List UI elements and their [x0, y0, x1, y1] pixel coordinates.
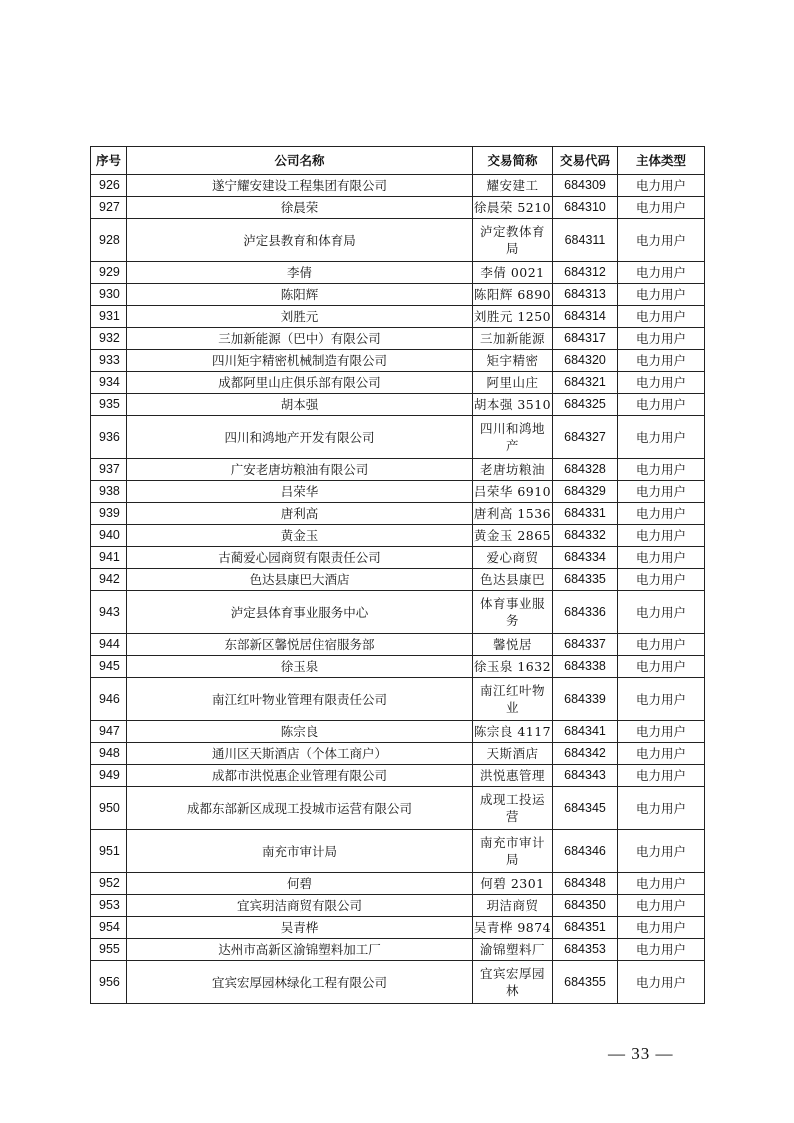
row-entity-type: 电力用户	[618, 306, 705, 328]
row-trade-code: 684343	[553, 765, 618, 787]
row-company-name: 通川区天斯酒店（个体工商户）	[127, 743, 473, 765]
row-entity-type: 电力用户	[618, 656, 705, 678]
row-trade-code: 684327	[553, 416, 618, 459]
row-trade-code: 684335	[553, 569, 618, 591]
row-trade-code: 684338	[553, 656, 618, 678]
row-company-name: 宜宾玥洁商贸有限公司	[127, 895, 473, 917]
row-trade-abbr	[473, 219, 553, 262]
row-entity-type: 电力用户	[618, 459, 705, 481]
row-trade-abbr: 玥洁商贸	[473, 895, 553, 917]
row-seq: 932	[91, 328, 127, 350]
table-row	[91, 787, 705, 830]
row-company-name: 达州市高新区渝锦塑料加工厂	[127, 939, 473, 961]
row-company-name: 陈阳辉	[127, 284, 473, 306]
row-trade-abbr: 阿里山庄	[473, 372, 553, 394]
row-entity-type: 电力用户	[618, 591, 705, 634]
table-row	[91, 328, 705, 350]
table-row	[91, 961, 705, 1004]
row-company-name: 徐玉泉	[127, 656, 473, 678]
row-trade-code: 684328	[553, 459, 618, 481]
table-body	[91, 175, 705, 1004]
row-trade-code: 684309	[553, 175, 618, 197]
row-trade-abbr	[473, 961, 553, 1004]
row-entity-type: 电力用户	[618, 721, 705, 743]
row-trade-abbr: 吴青桦 9874	[473, 917, 553, 939]
row-entity-type: 电力用户	[618, 219, 705, 262]
row-company-name: 南充市审计局	[127, 830, 473, 873]
row-trade-abbr	[473, 591, 553, 634]
row-seq: 943	[91, 591, 127, 634]
row-trade-abbr: 陈宗良 4117	[473, 721, 553, 743]
row-seq: 931	[91, 306, 127, 328]
row-company-name: 四川和鸿地产开发有限公司	[127, 416, 473, 459]
row-company-name: 徐晨荣	[127, 197, 473, 219]
row-company-name: 成都东部新区成现工投城市运营有限公司	[127, 787, 473, 830]
row-seq: 945	[91, 656, 127, 678]
table-row	[91, 350, 705, 372]
table-row	[91, 262, 705, 284]
row-trade-abbr	[473, 678, 553, 721]
row-entity-type: 电力用户	[618, 481, 705, 503]
row-entity-type: 电力用户	[618, 262, 705, 284]
row-trade-abbr-text: 宜宾宏厚园林	[479, 966, 545, 998]
table-row	[91, 678, 705, 721]
row-trade-code: 684321	[553, 372, 618, 394]
row-trade-abbr-text: 泸定教体育局	[479, 224, 545, 256]
row-company-name: 吴青桦	[127, 917, 473, 939]
row-entity-type: 电力用户	[618, 961, 705, 1004]
row-trade-abbr: 吕荣华 6910	[473, 481, 553, 503]
row-entity-type: 电力用户	[618, 873, 705, 895]
row-trade-abbr: 色达县康巴	[473, 569, 553, 591]
row-seq: 938	[91, 481, 127, 503]
row-seq: 941	[91, 547, 127, 569]
table-row	[91, 656, 705, 678]
row-trade-abbr	[473, 416, 553, 459]
row-seq: 926	[91, 175, 127, 197]
row-seq: 930	[91, 284, 127, 306]
table-row	[91, 416, 705, 459]
row-entity-type: 电力用户	[618, 787, 705, 830]
table-row	[91, 503, 705, 525]
row-trade-code: 684334	[553, 547, 618, 569]
row-company-name: 成都阿里山庄俱乐部有限公司	[127, 372, 473, 394]
row-company-name: 陈宗良	[127, 721, 473, 743]
row-entity-type: 电力用户	[618, 328, 705, 350]
row-seq: 942	[91, 569, 127, 591]
row-seq: 956	[91, 961, 127, 1004]
row-trade-abbr: 陈阳辉 6890	[473, 284, 553, 306]
table-row	[91, 372, 705, 394]
row-seq: 935	[91, 394, 127, 416]
row-trade-code: 684342	[553, 743, 618, 765]
row-company-name: 成都市洪悦惠企业管理有限公司	[127, 765, 473, 787]
row-company-name: 宜宾宏厚园林绿化工程有限公司	[127, 961, 473, 1004]
row-company-name: 黄金玉	[127, 525, 473, 547]
row-seq: 933	[91, 350, 127, 372]
row-trade-abbr	[473, 787, 553, 830]
row-entity-type: 电力用户	[618, 394, 705, 416]
row-entity-type: 电力用户	[618, 284, 705, 306]
company-table	[90, 146, 705, 1004]
row-seq: 944	[91, 634, 127, 656]
row-trade-code: 684313	[553, 284, 618, 306]
header-seq: 序号	[91, 147, 127, 175]
row-company-name: 李倩	[127, 262, 473, 284]
row-company-name: 广安老唐坊粮油有限公司	[127, 459, 473, 481]
row-trade-abbr: 三加新能源	[473, 328, 553, 350]
row-company-name: 色达县康巴大酒店	[127, 569, 473, 591]
table-row	[91, 284, 705, 306]
row-company-name: 古蔺爱心园商贸有限责任公司	[127, 547, 473, 569]
table-row	[91, 873, 705, 895]
row-trade-code: 684351	[553, 917, 618, 939]
row-trade-abbr	[473, 830, 553, 873]
row-trade-abbr-text: 南充市审计局	[479, 835, 545, 867]
row-company-name: 唐利高	[127, 503, 473, 525]
row-trade-abbr: 矩宇精密	[473, 350, 553, 372]
row-trade-abbr-text: 四川和鸿地产	[479, 421, 545, 453]
row-trade-abbr: 徐玉泉 1632	[473, 656, 553, 678]
row-seq: 940	[91, 525, 127, 547]
row-trade-code: 684311	[553, 219, 618, 262]
row-trade-code: 684317	[553, 328, 618, 350]
row-seq: 927	[91, 197, 127, 219]
row-trade-code: 684355	[553, 961, 618, 1004]
table-row	[91, 175, 705, 197]
row-entity-type: 电力用户	[618, 372, 705, 394]
row-trade-code: 684350	[553, 895, 618, 917]
row-company-name: 吕荣华	[127, 481, 473, 503]
row-trade-abbr: 何碧 2301	[473, 873, 553, 895]
row-company-name: 胡本强	[127, 394, 473, 416]
row-trade-abbr: 爱心商贸	[473, 547, 553, 569]
row-entity-type: 电力用户	[618, 678, 705, 721]
table-row	[91, 939, 705, 961]
header-trade-code: 交易代码	[553, 147, 618, 175]
row-trade-abbr: 馨悦居	[473, 634, 553, 656]
table-row	[91, 459, 705, 481]
row-trade-code: 684336	[553, 591, 618, 634]
table-row	[91, 895, 705, 917]
row-seq: 955	[91, 939, 127, 961]
row-entity-type: 电力用户	[618, 525, 705, 547]
header-entity-type: 主体类型	[618, 147, 705, 175]
row-entity-type: 电力用户	[618, 939, 705, 961]
header-company-name: 公司名称	[127, 147, 473, 175]
row-trade-code: 684325	[553, 394, 618, 416]
row-company-name: 四川矩宇精密机械制造有限公司	[127, 350, 473, 372]
row-trade-abbr: 黄金玉 2865	[473, 525, 553, 547]
table-row	[91, 569, 705, 591]
table-row	[91, 721, 705, 743]
row-seq: 928	[91, 219, 127, 262]
row-trade-abbr: 胡本强 3510	[473, 394, 553, 416]
row-trade-code: 684312	[553, 262, 618, 284]
table-row	[91, 634, 705, 656]
table-row	[91, 219, 705, 262]
row-trade-code: 684310	[553, 197, 618, 219]
row-trade-abbr: 刘胜元 1250	[473, 306, 553, 328]
table-row	[91, 197, 705, 219]
row-trade-abbr: 唐利高 1536	[473, 503, 553, 525]
row-seq: 929	[91, 262, 127, 284]
row-company-name: 遂宁耀安建设工程集团有限公司	[127, 175, 473, 197]
row-trade-code: 684353	[553, 939, 618, 961]
row-entity-type: 电力用户	[618, 197, 705, 219]
table-header-row	[91, 147, 705, 175]
row-entity-type: 电力用户	[618, 416, 705, 459]
row-trade-abbr: 李倩 0021	[473, 262, 553, 284]
row-seq: 934	[91, 372, 127, 394]
row-trade-abbr-text: 南江红叶物业	[479, 683, 545, 715]
row-trade-abbr: 洪悦惠管理	[473, 765, 553, 787]
table-row	[91, 830, 705, 873]
row-entity-type: 电力用户	[618, 350, 705, 372]
row-entity-type: 电力用户	[618, 743, 705, 765]
table-row	[91, 765, 705, 787]
header-trade-abbr: 交易简称	[473, 147, 553, 175]
row-trade-code: 684345	[553, 787, 618, 830]
row-seq: 948	[91, 743, 127, 765]
row-trade-abbr: 徐晨荣 5210	[473, 197, 553, 219]
row-trade-code: 684341	[553, 721, 618, 743]
table-row	[91, 481, 705, 503]
row-entity-type: 电力用户	[618, 503, 705, 525]
row-trade-abbr: 渝锦塑料厂	[473, 939, 553, 961]
table-row	[91, 591, 705, 634]
row-trade-code: 684348	[553, 873, 618, 895]
row-trade-code: 684314	[553, 306, 618, 328]
table-row	[91, 917, 705, 939]
row-company-name: 南江红叶物业管理有限责任公司	[127, 678, 473, 721]
table-row	[91, 525, 705, 547]
row-entity-type: 电力用户	[618, 175, 705, 197]
row-seq: 952	[91, 873, 127, 895]
row-company-name: 三加新能源（巴中）有限公司	[127, 328, 473, 350]
row-seq: 946	[91, 678, 127, 721]
table-row	[91, 306, 705, 328]
row-company-name: 何碧	[127, 873, 473, 895]
row-seq: 937	[91, 459, 127, 481]
row-trade-code: 684346	[553, 830, 618, 873]
row-trade-abbr: 老唐坊粮油	[473, 459, 553, 481]
row-entity-type: 电力用户	[618, 830, 705, 873]
row-seq: 954	[91, 917, 127, 939]
row-trade-code: 684337	[553, 634, 618, 656]
row-trade-abbr: 耀安建工	[473, 175, 553, 197]
row-trade-abbr-text: 体育事业服务	[479, 596, 545, 628]
row-seq: 950	[91, 787, 127, 830]
row-trade-code: 684320	[553, 350, 618, 372]
row-seq: 953	[91, 895, 127, 917]
row-entity-type: 电力用户	[618, 547, 705, 569]
row-trade-code: 684331	[553, 503, 618, 525]
row-seq: 947	[91, 721, 127, 743]
row-seq: 951	[91, 830, 127, 873]
row-trade-abbr: 天斯酒店	[473, 743, 553, 765]
table-row	[91, 547, 705, 569]
row-company-name: 东部新区馨悦居住宿服务部	[127, 634, 473, 656]
row-company-name: 泸定县体育事业服务中心	[127, 591, 473, 634]
row-trade-code: 684332	[553, 525, 618, 547]
row-seq: 936	[91, 416, 127, 459]
row-seq: 949	[91, 765, 127, 787]
table-row	[91, 743, 705, 765]
row-company-name: 泸定县教育和体育局	[127, 219, 473, 262]
row-seq: 939	[91, 503, 127, 525]
row-entity-type: 电力用户	[618, 895, 705, 917]
row-entity-type: 电力用户	[618, 569, 705, 591]
row-trade-abbr-text: 成现工投运营	[479, 792, 545, 824]
row-entity-type: 电力用户	[618, 765, 705, 787]
row-entity-type: 电力用户	[618, 634, 705, 656]
row-trade-code: 684339	[553, 678, 618, 721]
table-row	[91, 394, 705, 416]
row-trade-code: 684329	[553, 481, 618, 503]
row-company-name: 刘胜元	[127, 306, 473, 328]
page-number: — 33 —	[608, 1044, 674, 1063]
row-entity-type: 电力用户	[618, 917, 705, 939]
